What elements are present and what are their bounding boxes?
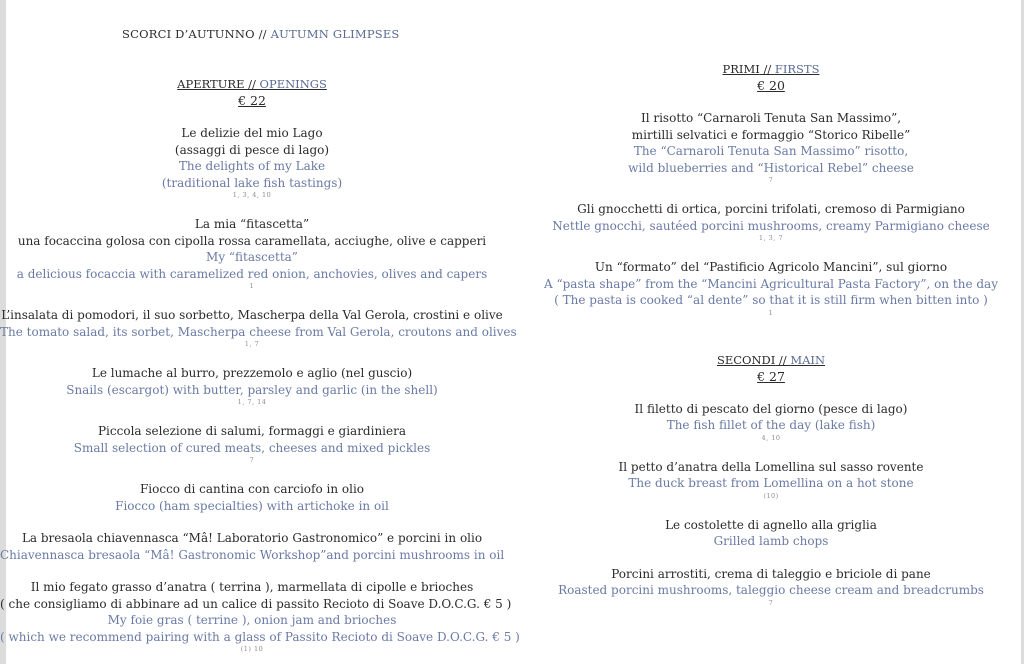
menu-item [0, 423, 504, 465]
section-heading-separator: // [244, 77, 260, 91]
dish-name-english: Fiocco (ham specialties) with artichoke in oil [115, 498, 389, 513]
dish-name-italian: Il mio fegato grasso d’anatra ( terrina ), marmellata di cipolle e brioches [30, 580, 474, 594]
allergen-codes: 1, 7, 14 [237, 398, 267, 406]
dish-name-italian: Gli gnocchetti di ortica, porcini trifolati, cremoso di Parmigiano [577, 202, 965, 216]
section-heading-italian: SECONDI [716, 352, 776, 367]
dish-name-english: My “fitascetta” [206, 250, 298, 264]
dish-name-english: ( which we recommend pairing with a glass of Passito Recioto di Soave D.O.C.G. € 5 ) [0, 629, 520, 644]
section-heading-italian: PRIMI [722, 62, 760, 76]
section-price: € 27 [757, 368, 785, 384]
section-openings [0, 76, 520, 654]
section-heading-separator: // [775, 352, 791, 367]
dish-name-english: The delights of my Lake [178, 159, 326, 173]
dish-name-english: Snails (escargot) with butter, parsley and garlic (in the shell) [66, 382, 438, 397]
section-heading-italian: APERTURE [177, 77, 245, 91]
section-heading-english: OPENINGS [259, 77, 327, 91]
allergen-codes: 1, 3, 4, 10 [232, 191, 272, 199]
dish-name-italian: Le delizie del mio Lago [181, 126, 323, 140]
section-heading-english: MAIN [790, 352, 826, 367]
section-spacer [518, 318, 1024, 352]
section-heading [518, 61, 1024, 77]
allergen-codes: 1, 7 [244, 340, 260, 348]
allergen-codes: 7 [768, 176, 774, 184]
dish-name-english: The fish fillet of the day (lake fish) [666, 418, 876, 432]
dish-name-english: A “pasta shape” from the “Mancini Agricultural Pasta Factory”, on the day [544, 276, 998, 291]
section-heading [518, 352, 1024, 368]
dish-name-italian: Porcini arrostiti, crema di taleggio e briciole di pane [611, 566, 931, 581]
dish-name-english: The duck breast from Lomellina on a hot stone [628, 476, 914, 490]
allergen-codes: 7 [768, 598, 774, 607]
menu-column-left [0, 76, 520, 654]
dish-name-italian: Il risotto “Carnaroli Tenuta San Massimo”, [640, 111, 902, 125]
menu-item [0, 216, 504, 291]
dish-name-english: Grilled lamb chops [713, 534, 829, 548]
allergen-codes: (10) [763, 491, 779, 500]
dish-name-italian: L’insalata di pomodori, il suo sorbetto, Mascherpa della Val Gerola, crostini e olive [1, 308, 503, 322]
menu-item [0, 530, 504, 563]
page-title-separator: // [254, 27, 271, 41]
dish-name-italian: La mia “fitascetta” [194, 217, 310, 231]
section-main [518, 352, 1024, 608]
allergen-codes: 4, 10 [761, 433, 781, 442]
allergen-codes: 1 [249, 282, 255, 290]
dish-name-italian: Piccola selezione di salumi, formaggi e giardiniera [97, 424, 407, 438]
dish-name-english: My foie gras ( terrine ), onion jam and brioches [107, 613, 397, 627]
section-heading [0, 76, 504, 92]
section-price: € 20 [757, 78, 785, 93]
dish-name-italian: Un “formato” del “Pastificio Agricolo Mancini”, sul giorno [594, 260, 948, 274]
allergen-codes: (1) 10 [240, 645, 264, 653]
menu-item [518, 517, 1024, 550]
dish-name-english: Small selection of cured meats, cheeses and mixed pickles [73, 440, 431, 455]
dish-name-italian: Il filetto di pescato del giorno (pesce di lago) [634, 401, 908, 416]
dish-name-italian: Il petto d’anatra della Lomellina sul sasso rovente [618, 459, 924, 474]
dish-name-italian: Le costolette di agnello alla griglia [665, 517, 877, 532]
dish-name-italian: ( che consigliamo di abbinare ad un calice di passito Recioto di Soave D.O.C.G. € 5 ) [0, 596, 512, 611]
allergen-codes: 1 [768, 308, 774, 317]
menu-item [0, 481, 504, 514]
dish-name-italian: La bresaola chiavennasca “Mâ! Laboratorio Gastronomico” e porcini in olio [21, 531, 483, 545]
section-price: € 22 [238, 93, 266, 108]
menu-item [0, 125, 504, 200]
menu-item [518, 259, 1024, 318]
dish-name-english: Nettle gnocchi, sautéed porcini mushrooms, creamy Parmigiano cheese [552, 218, 990, 233]
dish-name-italian: Fiocco di cantina con carciofo in olio [139, 482, 365, 496]
dish-name-english: a delicious focaccia with caramelized red onion, anchovies, olives and capers [16, 266, 488, 281]
dish-name-english: wild blueberries and “Historical Rebel” cheese [628, 160, 914, 175]
dish-name-english: The “Carnaroli Tenuta San Massimo” risotto, [633, 144, 909, 158]
page-title-english: AUTUMN GLIMPSES [270, 27, 400, 41]
menu-item [0, 579, 520, 654]
menu-item [518, 566, 1024, 608]
dish-name-italian: una focaccina golosa con cipolla rossa caramellata, acciughe, olive e capperi [17, 233, 487, 248]
dish-name-italian: mirtilli selvatici e formaggio “Storico Ribelle” [631, 127, 911, 142]
menu-column-right [518, 61, 1024, 608]
dish-name-english: ( The pasta is cooked “al dente” so that it is still firm when bitten into ) [554, 293, 988, 307]
allergen-codes: 1, 3, 7 [758, 234, 784, 242]
dish-name-italian: (assaggi di pesce di lago) [174, 142, 330, 157]
menu-item [518, 201, 1024, 243]
section-heading-english: FIRSTS [774, 62, 820, 76]
dish-name-english: Roasted porcini mushrooms, taleggio cheese cream and breadcrumbs [558, 583, 984, 597]
dish-name-english: (traditional lake fish tastings) [161, 175, 343, 190]
section-heading-separator: // [759, 62, 775, 76]
menu-item [0, 365, 504, 407]
menu-item [0, 307, 517, 349]
allergen-codes: 7 [249, 456, 255, 464]
menu-item [518, 459, 1024, 501]
page-title-italian: SCORCI D’AUTUNNO [122, 27, 255, 41]
section-firsts [518, 61, 1024, 318]
dish-name-english: Chiavennasca bresaola “Mâ! Gastronomic Workshop”and porcini mushrooms in oil [0, 547, 505, 562]
page-title [122, 27, 400, 41]
menu-item [518, 401, 1024, 443]
dish-name-english: The tomato salad, its sorbet, Mascherpa cheese from Val Gerola, croutons and olives [0, 324, 517, 339]
dish-name-italian: Le lumache al burro, prezzemolo e aglio (nel guscio) [91, 366, 413, 380]
menu-item [518, 110, 1024, 185]
